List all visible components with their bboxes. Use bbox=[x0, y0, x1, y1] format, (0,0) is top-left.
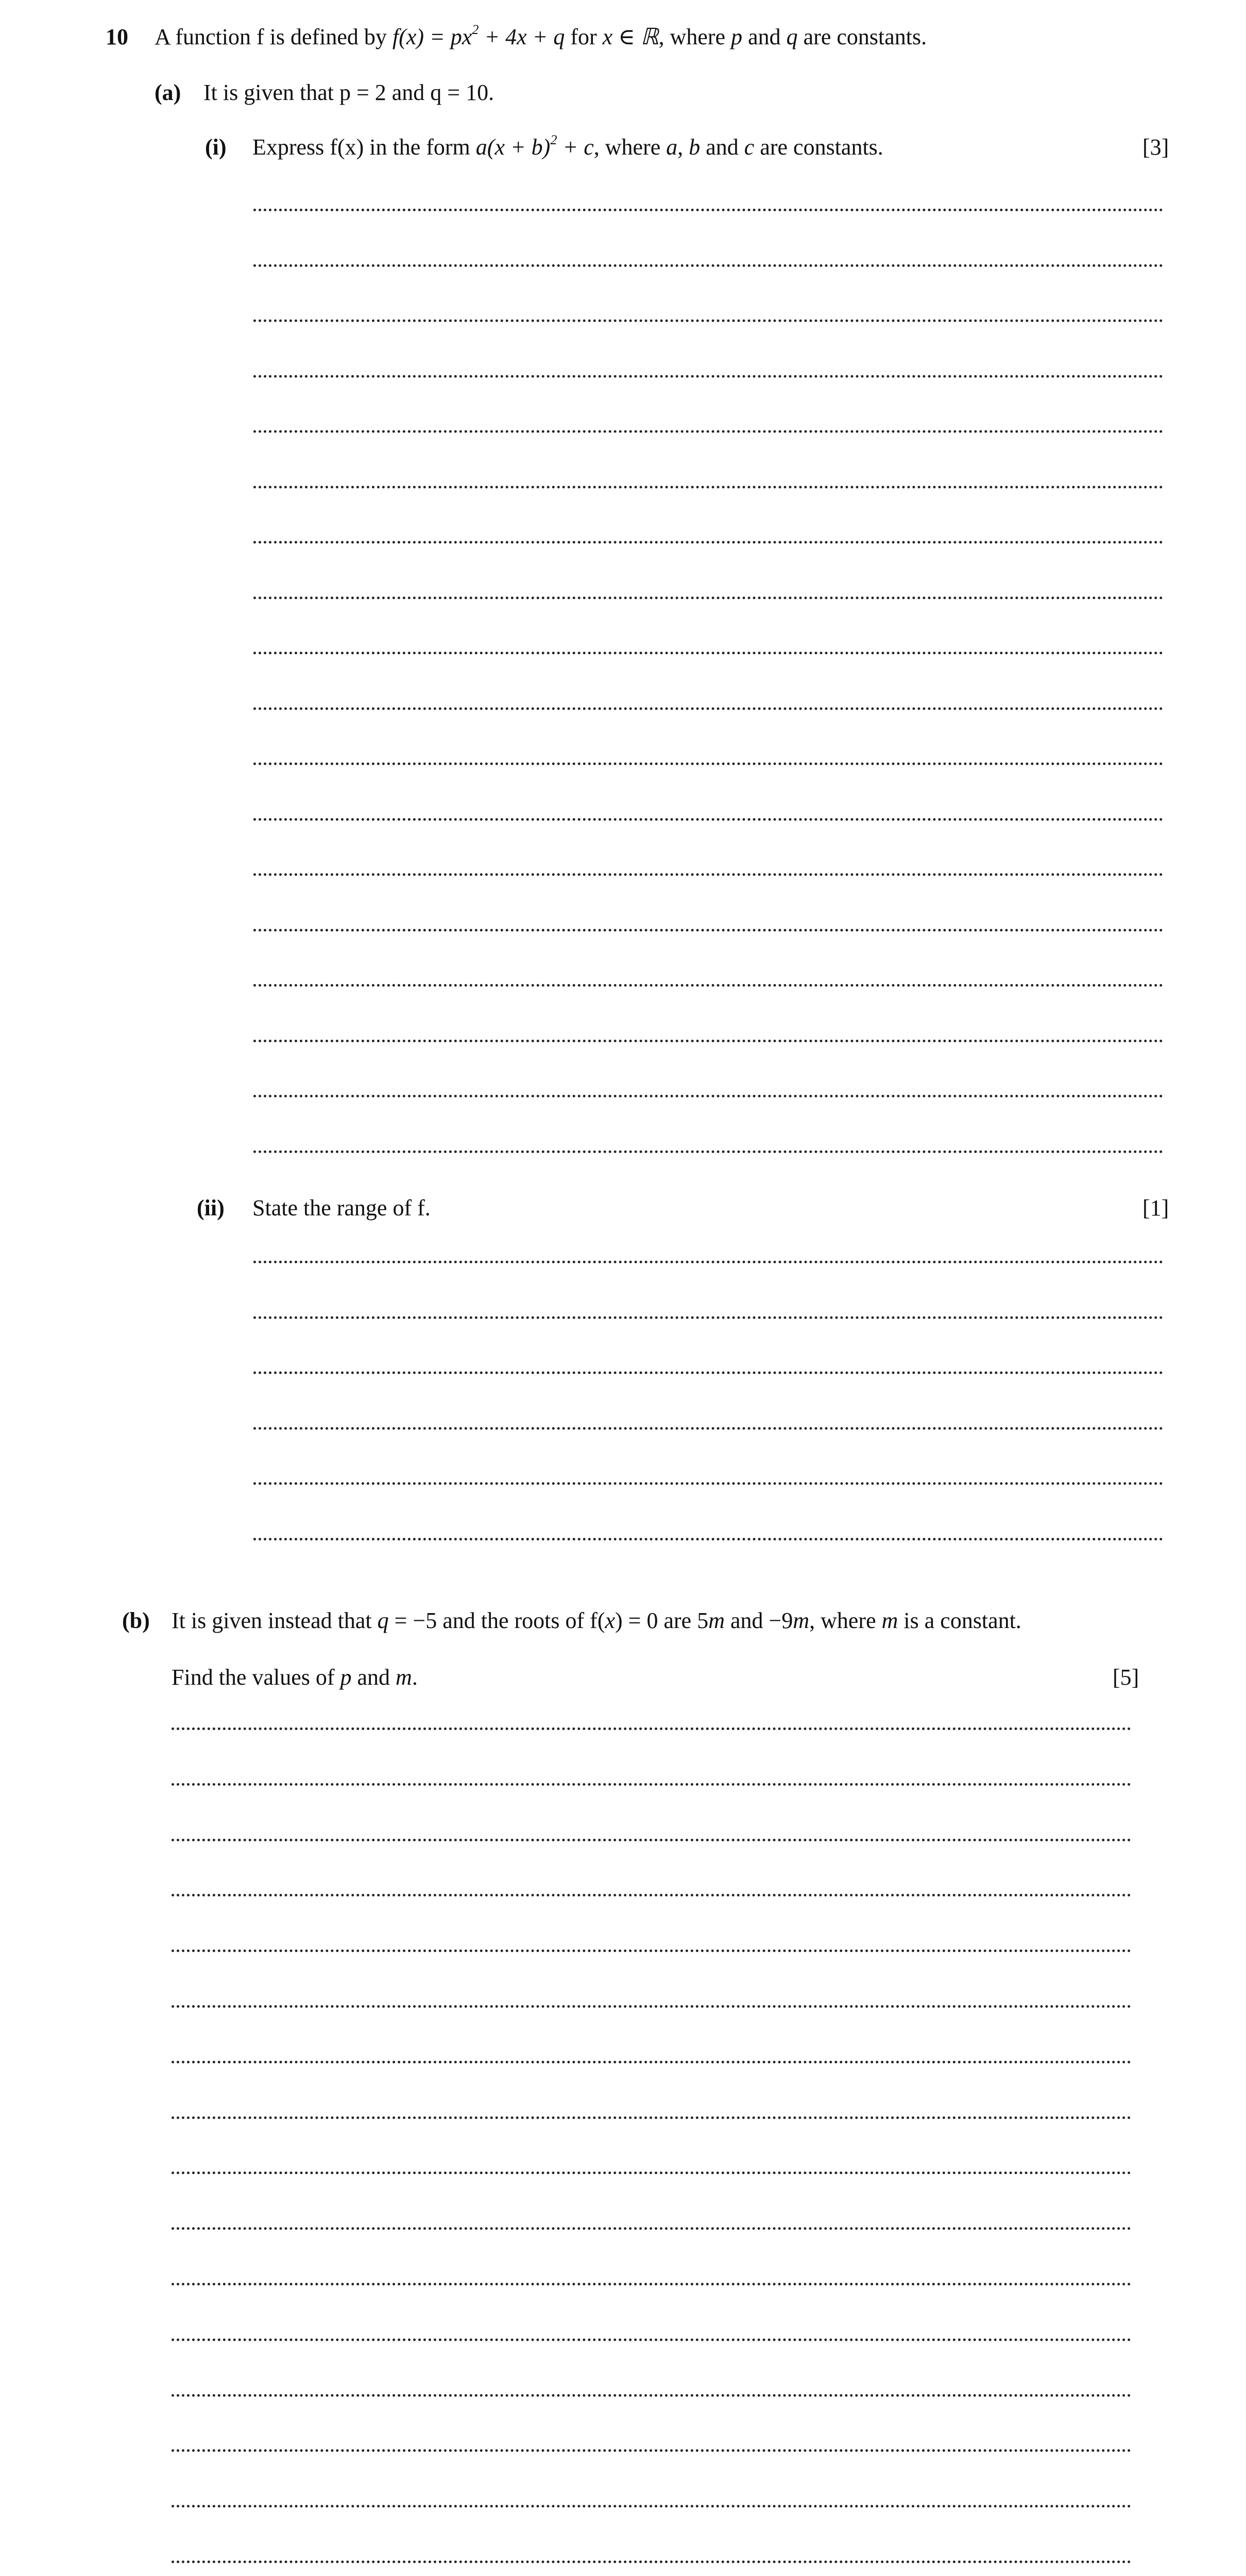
text-span: . bbox=[412, 1665, 418, 1690]
var-m: m bbox=[396, 1665, 412, 1690]
part-a-text: It is given that p = 2 and q = 10. bbox=[203, 80, 494, 105]
text-span: and the roots of f(x) = 0 are bbox=[437, 1608, 697, 1633]
answer-line[interactable] bbox=[253, 1316, 1163, 1319]
text-span: Express f(x) in the form bbox=[252, 134, 476, 160]
answer-line[interactable] bbox=[172, 1839, 1131, 1841]
question-number: 10 bbox=[106, 24, 128, 49]
answer-line[interactable] bbox=[253, 1040, 1163, 1042]
part-b-text bbox=[172, 1609, 1021, 1632]
answer-line[interactable] bbox=[172, 2061, 1131, 2063]
var-p: p bbox=[340, 1665, 352, 1690]
answer-line[interactable] bbox=[172, 2283, 1131, 2285]
answer-line[interactable] bbox=[172, 2116, 1131, 2119]
text-span: , where bbox=[593, 134, 667, 160]
condition-q: q = −5 bbox=[377, 1608, 437, 1633]
part-b-label: (b) bbox=[122, 1608, 150, 1633]
text-span: and bbox=[724, 1608, 769, 1633]
marks-a-ii: [1] bbox=[1142, 1195, 1169, 1221]
answer-line[interactable] bbox=[253, 818, 1163, 821]
answer-line[interactable] bbox=[253, 319, 1163, 322]
answer-line[interactable] bbox=[172, 1950, 1131, 1952]
answer-line[interactable] bbox=[253, 375, 1163, 378]
stem-text: A function f is defined by bbox=[155, 24, 392, 49]
root-2: −9m bbox=[769, 1608, 810, 1633]
answer-line[interactable] bbox=[253, 209, 1163, 211]
answer-line[interactable] bbox=[253, 1427, 1163, 1430]
part-a-label: (a) bbox=[155, 80, 181, 105]
answer-line[interactable] bbox=[253, 541, 1163, 544]
stem-domain: x ∈ ℝ bbox=[602, 24, 659, 49]
answer-line[interactable] bbox=[172, 2227, 1131, 2230]
var-c: c bbox=[744, 134, 755, 160]
text-span: is a constant. bbox=[898, 1608, 1021, 1633]
answer-line[interactable] bbox=[253, 929, 1163, 931]
marks-a-i: [3] bbox=[1142, 134, 1169, 160]
stem-text: for bbox=[565, 24, 603, 49]
answer-line[interactable] bbox=[172, 2005, 1131, 2008]
root-1: 5m bbox=[697, 1608, 725, 1633]
text-span: Find the values of bbox=[172, 1665, 340, 1690]
part-a-i-text bbox=[252, 132, 883, 160]
text-span: are constants. bbox=[754, 134, 883, 160]
answer-line[interactable] bbox=[172, 1783, 1131, 1786]
text-span: It is given instead that bbox=[172, 1608, 378, 1633]
answer-line[interactable] bbox=[172, 1894, 1131, 1896]
stem-text: and bbox=[742, 24, 787, 49]
vertex-form: $a(x + b)^2 + c$ bbox=[475, 132, 594, 160]
answer-line[interactable] bbox=[172, 2338, 1131, 2341]
part-a-ii-label: (ii) bbox=[197, 1195, 225, 1221]
marks-b: [5] bbox=[1113, 1665, 1139, 1690]
answer-line[interactable] bbox=[172, 1727, 1131, 1730]
text-span: , bbox=[677, 134, 689, 160]
answer-line[interactable] bbox=[172, 2505, 1131, 2507]
answer-line[interactable] bbox=[172, 2394, 1131, 2397]
answer-line[interactable] bbox=[253, 430, 1163, 433]
answer-line[interactable] bbox=[253, 1371, 1163, 1374]
part-a-i-label: (i) bbox=[205, 134, 227, 160]
var-b: b bbox=[689, 134, 701, 160]
stem-text: are constants. bbox=[797, 24, 927, 49]
answer-line[interactable] bbox=[253, 597, 1163, 599]
answer-line[interactable] bbox=[253, 1095, 1163, 1097]
answer-line[interactable] bbox=[253, 486, 1163, 488]
stem-q: q bbox=[786, 24, 798, 49]
answer-line[interactable] bbox=[253, 707, 1163, 710]
question-stem bbox=[155, 22, 927, 49]
answer-line[interactable] bbox=[172, 2449, 1131, 2452]
var-a: a bbox=[666, 134, 678, 160]
answer-line[interactable] bbox=[172, 2172, 1131, 2174]
answer-line[interactable] bbox=[253, 652, 1163, 654]
answer-line[interactable] bbox=[172, 2561, 1131, 2563]
answer-line[interactable] bbox=[253, 1150, 1163, 1153]
text-span: and bbox=[700, 134, 744, 160]
answer-line[interactable] bbox=[253, 873, 1163, 876]
answer-line[interactable] bbox=[253, 762, 1163, 765]
answer-line[interactable] bbox=[253, 1538, 1163, 1540]
answer-line[interactable] bbox=[253, 1482, 1163, 1485]
stem-text: , where bbox=[658, 24, 731, 49]
stem-p: p bbox=[731, 24, 743, 49]
part-a-ii-text: State the range of f. bbox=[252, 1195, 431, 1221]
answer-line[interactable] bbox=[253, 1261, 1163, 1263]
answer-line[interactable] bbox=[253, 984, 1163, 987]
stem-function-expression: $f(x) = px^2 + 4x + q$ bbox=[392, 22, 565, 49]
answer-line[interactable] bbox=[253, 264, 1163, 267]
var-m: m bbox=[881, 1608, 898, 1633]
text-span: , where bbox=[809, 1608, 882, 1633]
part-b-find-text bbox=[172, 1666, 418, 1689]
text-span: and bbox=[351, 1665, 396, 1690]
